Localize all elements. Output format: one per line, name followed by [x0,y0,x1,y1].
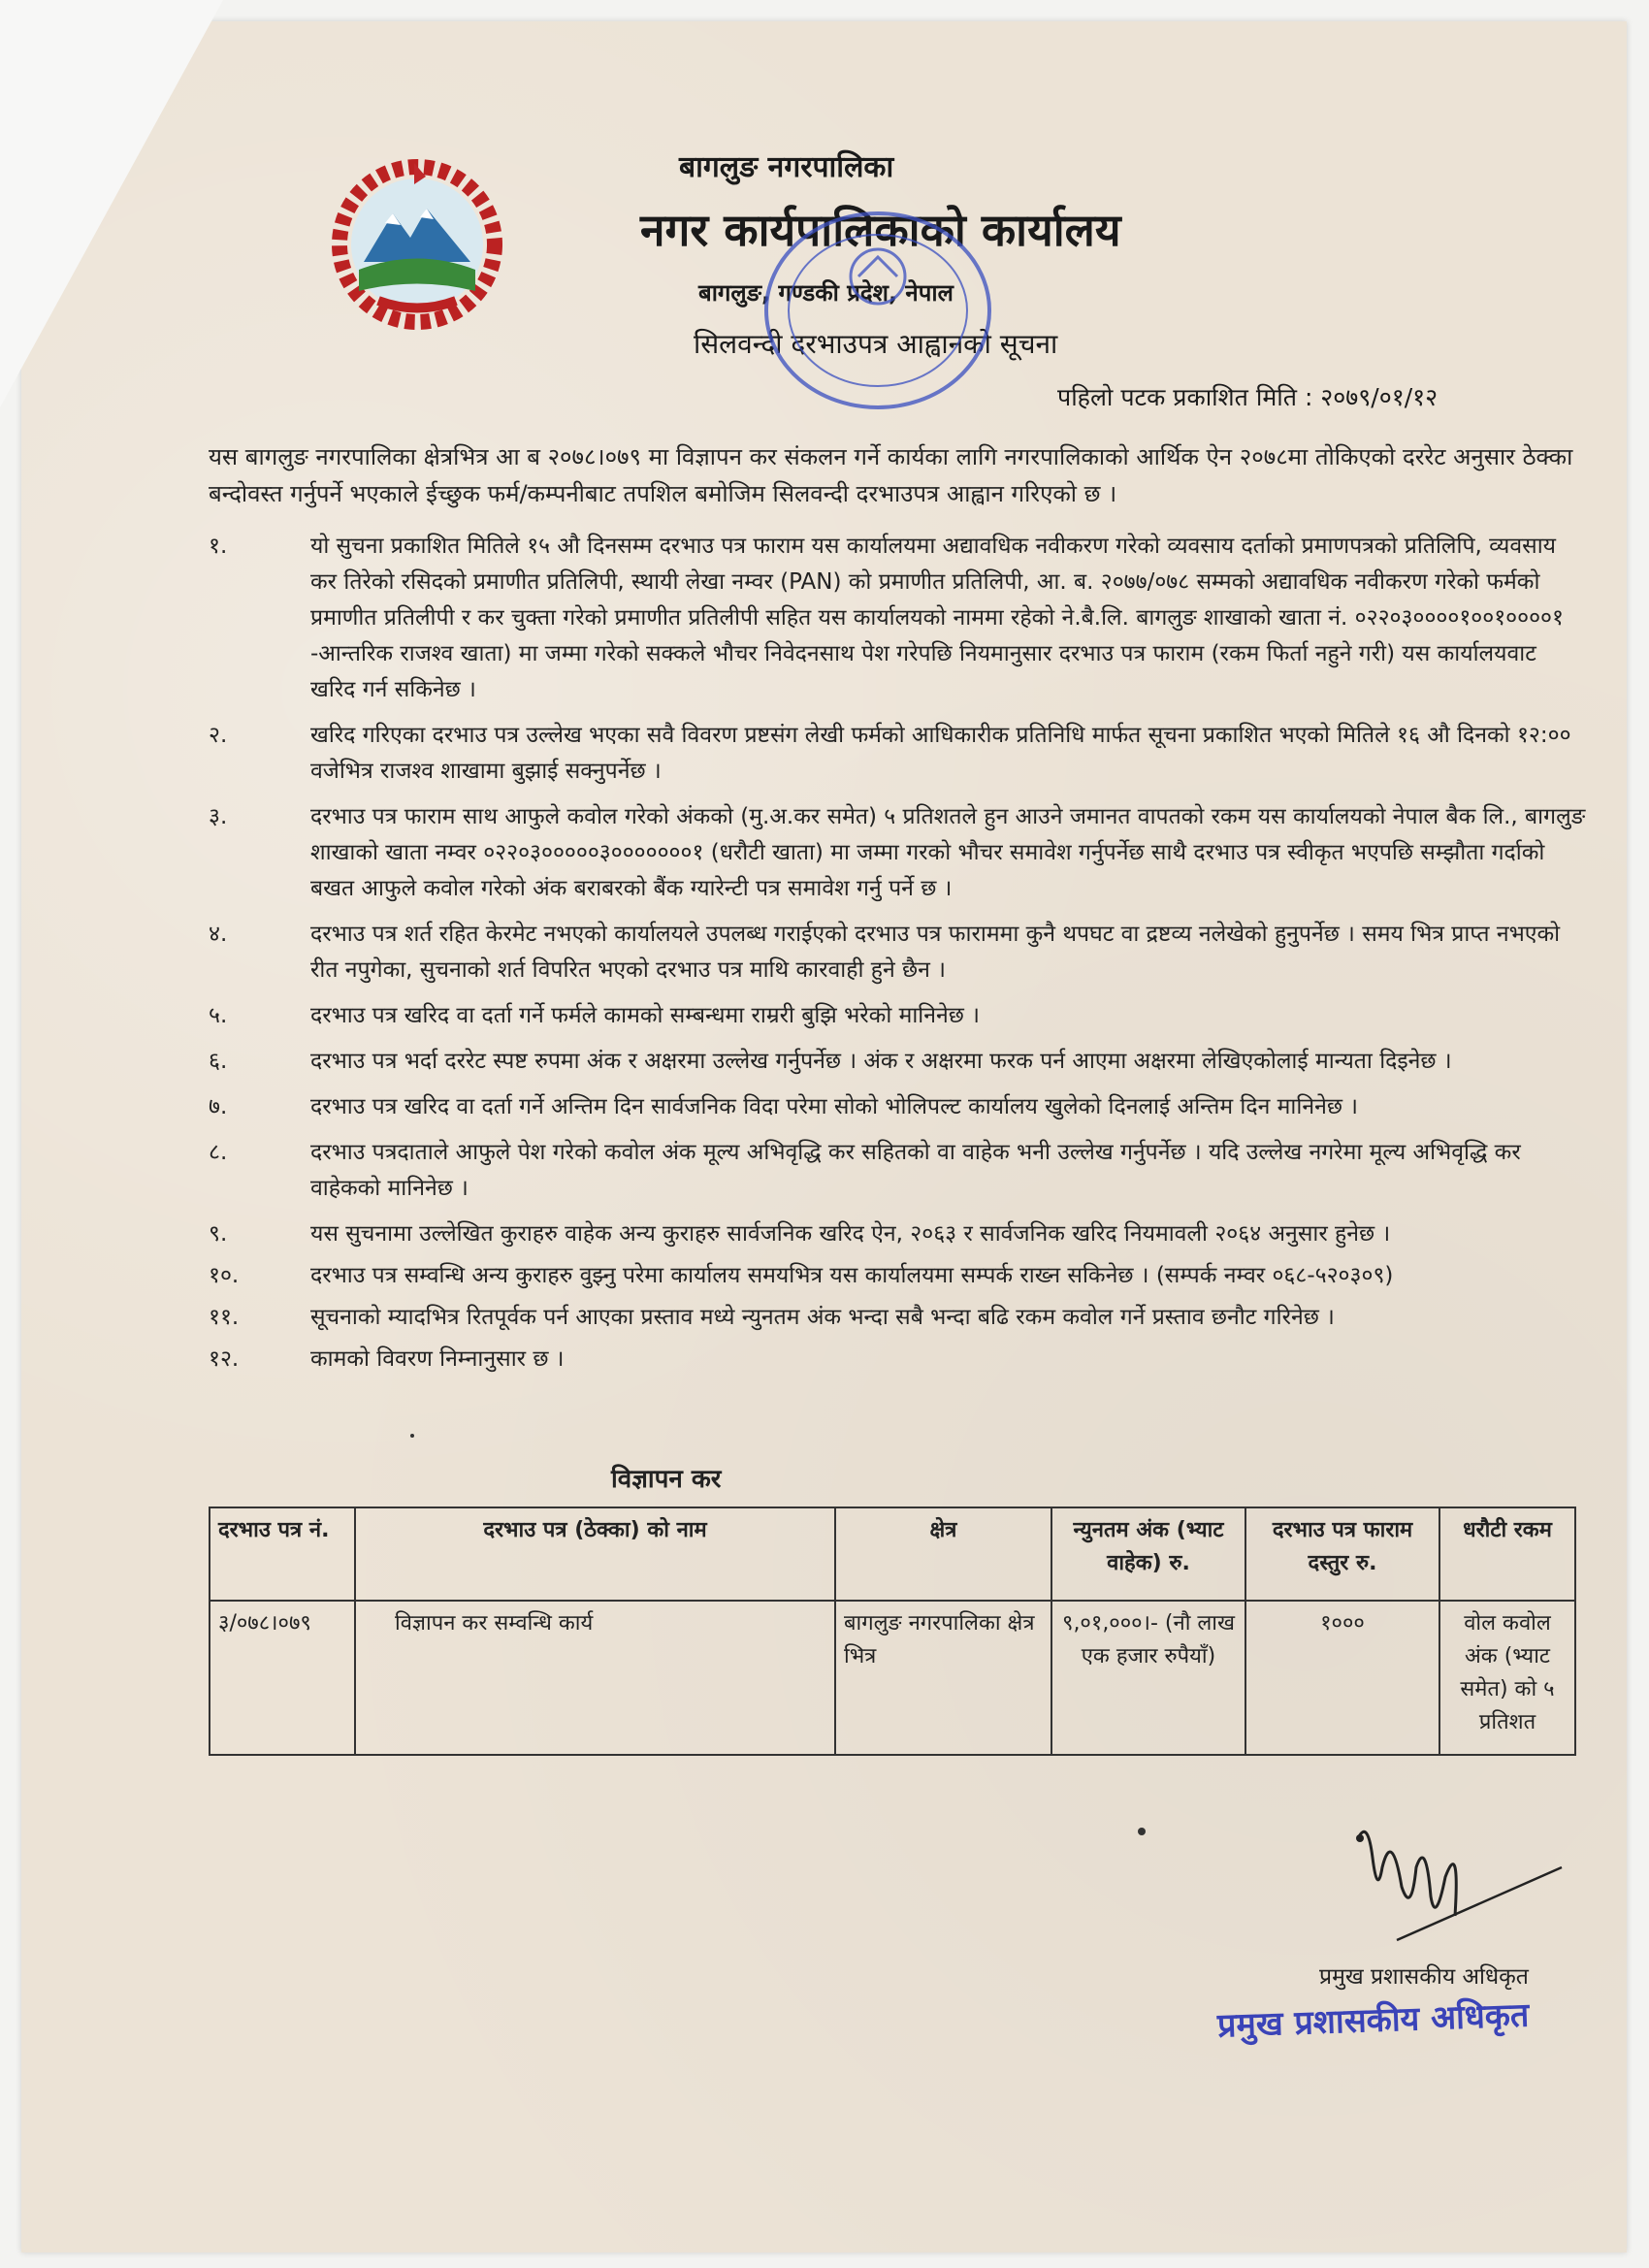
condition-item [209,1216,1586,1252]
condition-number: ३. [209,804,228,829]
table-cell: १००० [1245,1601,1439,1755]
table-title: विज्ञापन कर [611,1465,722,1494]
table-cell: ९,०१,०००।- (नौ लाख एक हजार रुपैयाँ) [1051,1601,1245,1755]
condition-item [209,718,1586,790]
column-header: दरभाउ पत्र फाराम दस्तुर रु. [1245,1507,1439,1601]
column-header: दरभाउ पत्र (ठेक्का) को नाम [355,1507,835,1601]
condition-item [209,1300,1586,1336]
publish-date: पहिलो पटक प्रकाशित मिति : २०७९/०१/१२ [1057,383,1439,411]
condition-text: खरिद गरिएका दरभाउ पत्र उल्लेख भएका सवै विवरण प्रष्टसंग लेखी फर्मको आधिकारीक प्रतिनिधि मार्फत सूचना प्रकाशित भएको मितिले १६ औ दिनको १२:०० वजेभित्र राजश्व शाखामा बुझाई सक्नुपर्नेछ । [310,723,1571,784]
signature-stamp: प्रमुख प्रशासकीय अधिकृत [1216,1995,1530,2046]
condition-item [209,1089,1586,1125]
column-header: क्षेत्र [835,1507,1051,1601]
office-title: नगर कार्यपालिकाको कार्यालय [640,204,1121,256]
condition-text: दरभाउ पत्रदाताले आफुले पेश गरेको कवोल अंक मूल्य अभिवृद्धि कर सहितको वा वाहेक भनी उल्लेख गर्नुपर्नेछ । यदि उल्लेख नगरेमा मूल्य अभिवृद्धि कर वाहेकको मानिनेछ । [310,1140,1521,1201]
condition-number: ८. [209,1140,228,1165]
condition-number: १२. [209,1346,240,1372]
condition-item [209,1044,1586,1080]
table-cell: वोल कवोल अंक (भ्याट समेत) को ५ प्रतिशत [1439,1601,1575,1755]
column-header: दरभाउ पत्र नं. [210,1507,355,1601]
table-header-row [210,1507,1575,1601]
condition-item [209,1342,1586,1377]
signature-icon [1339,1799,1571,1945]
condition-text: दरभाउ पत्र खरिद वा दर्ता गर्ने फर्मले कामको सम्बन्धमा राम्ररी बुझि भरेको मानिनेछ । [310,1003,980,1028]
condition-number: १. [209,534,228,559]
ink-speck [1138,1828,1146,1835]
condition-item [209,1135,1586,1207]
condition-number: १०. [209,1263,240,1288]
table-cell: ३/०७८।०७९ [210,1601,355,1755]
tender-table [209,1507,1576,1756]
ink-speck [410,1434,414,1438]
condition-item [209,529,1586,708]
table-row [210,1601,1575,1755]
condition-number: ११. [209,1305,240,1330]
condition-text: कामको विवरण निम्नानुसार छ । [310,1346,565,1372]
column-header: धरौटी रकम [1439,1507,1575,1601]
notice-title: सिलवन्दी दरभाउपत्र आह्वानको सूचना [694,328,1058,360]
condition-number: २. [209,723,228,748]
table-cell: विज्ञापन कर सम्वन्धि कार्य [355,1601,835,1755]
office-address: बागलुङ, गण्डकी प्रदेश, नेपाल [698,279,954,307]
office-stamp-icon [757,199,999,422]
condition-item [209,998,1586,1034]
column-header: न्युनतम अंक (भ्याट वाहेक) रु. [1051,1507,1245,1601]
condition-number: ४. [209,922,228,947]
condition-text: यस सुचनामा उल्लेखित कुराहरु वाहेक अन्य कुराहरु सार्वजनिक खरिद ऐन, २०६३ र सार्वजनिक खरिद नियमावली २०६४ अनुसार हुनेछ । [310,1221,1391,1247]
condition-text: दरभाउ पत्र खरिद वा दर्ता गर्ने अन्तिम दिन सार्वजनिक विदा परेमा सोको भोलिपल्ट कार्यालय खुलेको दिनलाई अन्तिम दिन मानिनेछ । [310,1094,1359,1119]
condition-text: यो सुचना प्रकाशित मितिले १५ औ दिनसम्म दरभाउ पत्र फाराम यस कार्यालयमा अद्यावधिक नवीकरण गरेको व्यवसाय दर्ताको प्रमाणपत्रको प्रतिलिपि, व्यवसाय कर तिरेको रसिदको प्रमाणीत प्रतिलिपी, स्थायी लेखा नम्वर (PAN) को प्रमाणीत प्रतिलिपी, आ. ब. २०७७/०७८ सम्मको अद्यावधिक नवीकरण गरेको फर्मको प्रमाणीत प्रतिलीपी र कर चुक्ता गरेको प्रमाणीत प्रतिलीपी सहित यस कार्यालयको नाममा रहेको ने.बै.लि. बागलुङ शाखाको खाता नं. ०२२०३००००१००१००००१ -आन्तरिक राजश्व खाता) मा जम्मा गरेको सक्कले भौचर निवेदनसाथ पेश गरेपछि नियमानुसार दरभाउ पत्र फाराम (रकम फिर्ता नहुने गरी) यस कार्यालयवाट खरिद गर्न सकिनेछ । [310,534,1564,702]
signature-caption: प्रमुख प्रशासकीय अधिकृत [1319,1964,1529,1990]
condition-number: ६. [209,1049,228,1074]
condition-text: सूचनाको म्यादभित्र रितपूर्वक पर्न आएका प्रस्ताव मध्ये न्युनतम अंक भन्दा सबै भन्दा बढि रकम कवोल गर्ने प्रस्ताव छनौट गरिनेछ । [310,1305,1335,1330]
condition-item [209,1258,1586,1294]
condition-text: दरभाउ पत्र फाराम साथ आफुले कवोल गरेको अंकको (मु.अ.कर समेत) ५ प्रतिशतले हुन आउने जमानत वापतको रकम यस कार्यालयको नेपाल बैक लि., बागलुङ शाखाको खाता नम्वर ०२२०३०००००३०००००००१ (धरौटी खाता) मा जम्मा गरको भौचर समावेश गर्नुपर्नेछ साथै दरभाउ पत्र स्वीकृत भएपछि सम्झौता गर्दाको बखत आफुले कवोल गरेको अंक बराबरको बैंक ग्यारेन्टी पत्र समावेश गर्नु पर्ने छ । [310,804,1586,901]
condition-item [209,917,1586,988]
intro-paragraph: यस बागलुङ नगरपालिका क्षेत्रभित्र आ ब २०७८।०७९ मा विज्ञापन कर संकलन गर्ने कार्यका लागि नगरपालिकाको आर्थिक ऐन २०७८मा तोकिएको दररेट अनुसार ठेक्का बन्दोवस्त गर्नुपर्ने भएकाले ईच्छुक फर्म/कम्पनीबाट तपशिल बमोजिम सिलवन्दी दरभाउपत्र आह्वान गरिएको छ । [209,443,1573,507]
condition-item [209,799,1586,907]
conditions-list [209,529,1586,1377]
nepal-emblem-icon [325,155,509,340]
condition-number: ९. [209,1221,228,1247]
condition-text: दरभाउ पत्र भर्दा दररेट स्पष्ट रुपमा अंक र अक्षरमा उल्लेख गर्नुपर्नेछ । अंक र अक्षरमा फरक पर्न आएमा अक्षरमा लेखिएकोलाई मान्यता दिइनेछ । [310,1049,1452,1074]
condition-text: दरभाउ पत्र शर्त रहित केरमेट नभएको कार्यालयले उपलब्ध गराईएको दरभाउ पत्र फाराममा कुनै थपघट वा द्रष्टव्य नलेखेको हुनुपर्नेछ । समय भित्र प्राप्त नभएको रीत नपुगेका, सुचनाको शर्त विपरित भएको दरभाउ पत्र माथि कारवाही हुने छैन । [310,922,1561,983]
condition-number: ५. [209,1003,228,1028]
folded-corner [0,0,223,407]
condition-number: ७. [209,1094,228,1119]
table-cell: बागलुङ नगरपालिका क्षेत्र भित्र [835,1601,1051,1755]
municipality-name: बागलुङ नगरपालिका [679,150,894,184]
condition-text: दरभाउ पत्र सम्वन्धि अन्य कुराहरु वुझ्नु परेमा कार्यालय समयभित्र यस कार्यालयमा सम्पर्क राख्न सकिनेछ । (सम्पर्क नम्वर ०६८-५२०३०९) [310,1263,1394,1288]
